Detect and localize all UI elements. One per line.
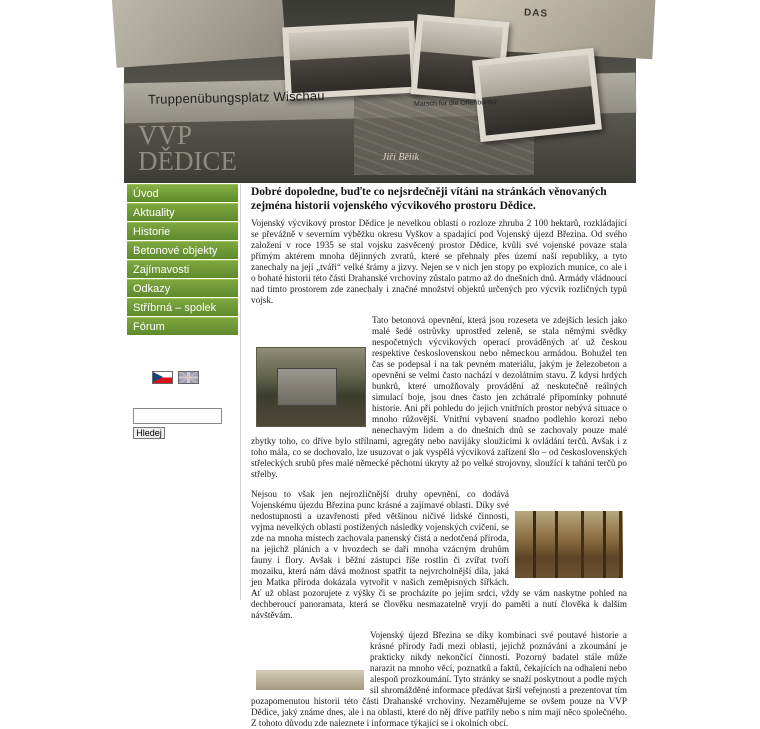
english-flag-icon[interactable]: [178, 371, 199, 384]
document-photo: [256, 670, 364, 690]
bunker-photo: [256, 347, 366, 427]
paragraph-bunkers: Tato betonová opevnění, která jsou rozeseta ve zdejších lesích jako malé šedé ostrůvky uprostřed zeleně, se stala němými svědky nespočetných výcvikových operací prováděných ať už českou respektive československou nebo německou armádou. Bohužel ten čas se podepsal i na tak pevném materiálu, jakým je železobeton a opevnění se velmi často nachází v dezolátním stavu. Z kdysi hrdých bunkrů, které umožňovaly provádění až neskutečně reálných simulací boje, jsou dnes často jen zchátralé připomínky pohnuté historie. Ani při pohledu do jejich vnitřních prostor nebývá situace o mnoho růžovější. Vnitřní vybavení snadno podlehlo korozi nebo nenechavým lidem a do dnešních dnů se zachovaly pouze malé zbytky toho, co dříve bylo střílnami, agregáty nebo navijáky sloužícími k ovládání terčů. Avšak i z toho mála, co se dochovalo, lze usuzovat o jak vyspělá výcviková zařízení šlo – od československých střeleckých srubů přes malé německé pěchotní úkryty až po velké strojovny, sloužící k tahání terčů po střelby.: [251, 315, 627, 479]
site-title: [138, 122, 237, 174]
czech-flag-icon[interactable]: [152, 371, 173, 384]
welcome-heading: Dobré dopoledne, buďte co nejsrdečněji vítáni na stránkách věnovaných zejména historii vojenského výcvikového prostoru Dědice.: [251, 186, 607, 212]
menu-item-uvod[interactable]: Úvod: [127, 184, 238, 202]
header-map-small-label: Marsch für die Offenbürifer: [413, 99, 498, 108]
menu-item-zajimavosti[interactable]: Zajímavosti: [127, 260, 238, 278]
main-content: [251, 186, 627, 728]
menu-item-historie[interactable]: Historie: [127, 222, 238, 240]
sidebar: [124, 184, 239, 600]
search-button[interactable]: Hledej: [133, 427, 165, 439]
menu-item-forum[interactable]: Fórum: [127, 317, 238, 335]
menu-item-odkazy[interactable]: Odkazy: [127, 279, 238, 297]
column-divider: [240, 184, 241, 600]
paragraph-intro: Vojenský výcvikový prostor Dědice je nevelkou oblastí o rozloze zhruba 2 100 hektarů, rozkládající se převážně v severním výběžku okresu Vyškov a spadající pod Vojenský újezd Březina. Od svého založení v roce 1935 se stal vojsku zasvěcený prostor Dědice, kvůli své vojenské povaze stala přímým aktérem mnoha dějinných zvratů, které se přehnaly přes území naší republiky, a tyto zanechaly na její „tváři“ velké šrámy a jizvy. Nejen se v nich jen stopy po explozích munice, co ale i o bohaté historii této části Drahanské vrchoviny zůstalo patrno až do dnešních dnů. Armády vládnoucí nad tímto prostorem zde zanechaly i značné množství objektů určených pro výcvik rozličných typů vojsk.: [251, 218, 627, 305]
main-menu: [124, 184, 239, 335]
header-stamp-text: DAS: [523, 7, 549, 20]
header-banner: [124, 0, 636, 183]
language-switcher: [152, 371, 199, 384]
paragraph-nature: Nejsou to však jen nejrozličnější druhy opevnění, co dodává Vojenskému újezdu Březina punc krásné a zajímavé oblasti. Díky své nedostupnosti a uzavřenosti před většinou ničivé lidské činnosti, vyjma nevelkých oblastí postižených následky vojenských cvičení, se zde na mnoha místech zachovala panenský čistá a nedotčená příroda, na jejichž pláních a v hvozdech se daří mnoha vzácným druhům fauny i flory. Avšak i běžní zástupci říše rostlin či zvířat tvoří mozaiku, která nám dává možnost spatřit ta nejvrcholnější díla, jaká jen Matka příroda dokázala vytvořit v našich zeměpisných šířkách. Ať už oblast pozorujete z výšky či se procházíte po jejím srdci, vždy se vám naskytne pohled na dechberoucí panoramata, která se člověku nesmazatelně vryjí do paměti a nutí člověka k dalším návštěvám.: [251, 489, 627, 620]
header-signature: Jiří Bělík: [382, 152, 419, 163]
header-photo: [282, 21, 418, 100]
header-map-label: Truppenübungsplatz Wischau: [147, 88, 325, 107]
forest-photo: [515, 511, 623, 578]
site-title-line2: DĚDICE: [138, 146, 237, 176]
paragraph-research: Vojenský újezd Březina se díky kombinaci své poutavé historie a krásné přírody řadí mezi oblasti, jejichž poznávání a zkoumání je prakticky nikdy nekončící činností. Pozorný badatel stále může narazit na mnoho věcí, poznatků a faktů, čekajících na odhalení nebo alespoň prozkoumání. Tyto stránky se snaží poskytnout a podle mých sil shromážděné informace předávat širší veřejnosti a prezentovat tím pozapomenutou historii této části Drahanské vrchoviny. Nezaměřujeme se ovšem pouze na VVP Dědice, jaký známe dnes, ale i na oblasti, které do něj dříve patřily nebo s ním mají něco společného. Z tohoto důvodu zde naleznete i informace týkající se i okolních obcí.: [251, 630, 627, 728]
header-photo: [472, 48, 602, 142]
menu-item-aktuality[interactable]: Aktuality: [127, 203, 238, 221]
header-paper-image: [112, 0, 286, 68]
search-input[interactable]: [133, 408, 222, 424]
menu-item-betonove-objekty[interactable]: Betonové objekty: [127, 241, 238, 259]
menu-item-stribrna-spolek[interactable]: Stříbrná – spolek: [127, 298, 238, 316]
site-title-line1: VVP: [138, 120, 193, 150]
